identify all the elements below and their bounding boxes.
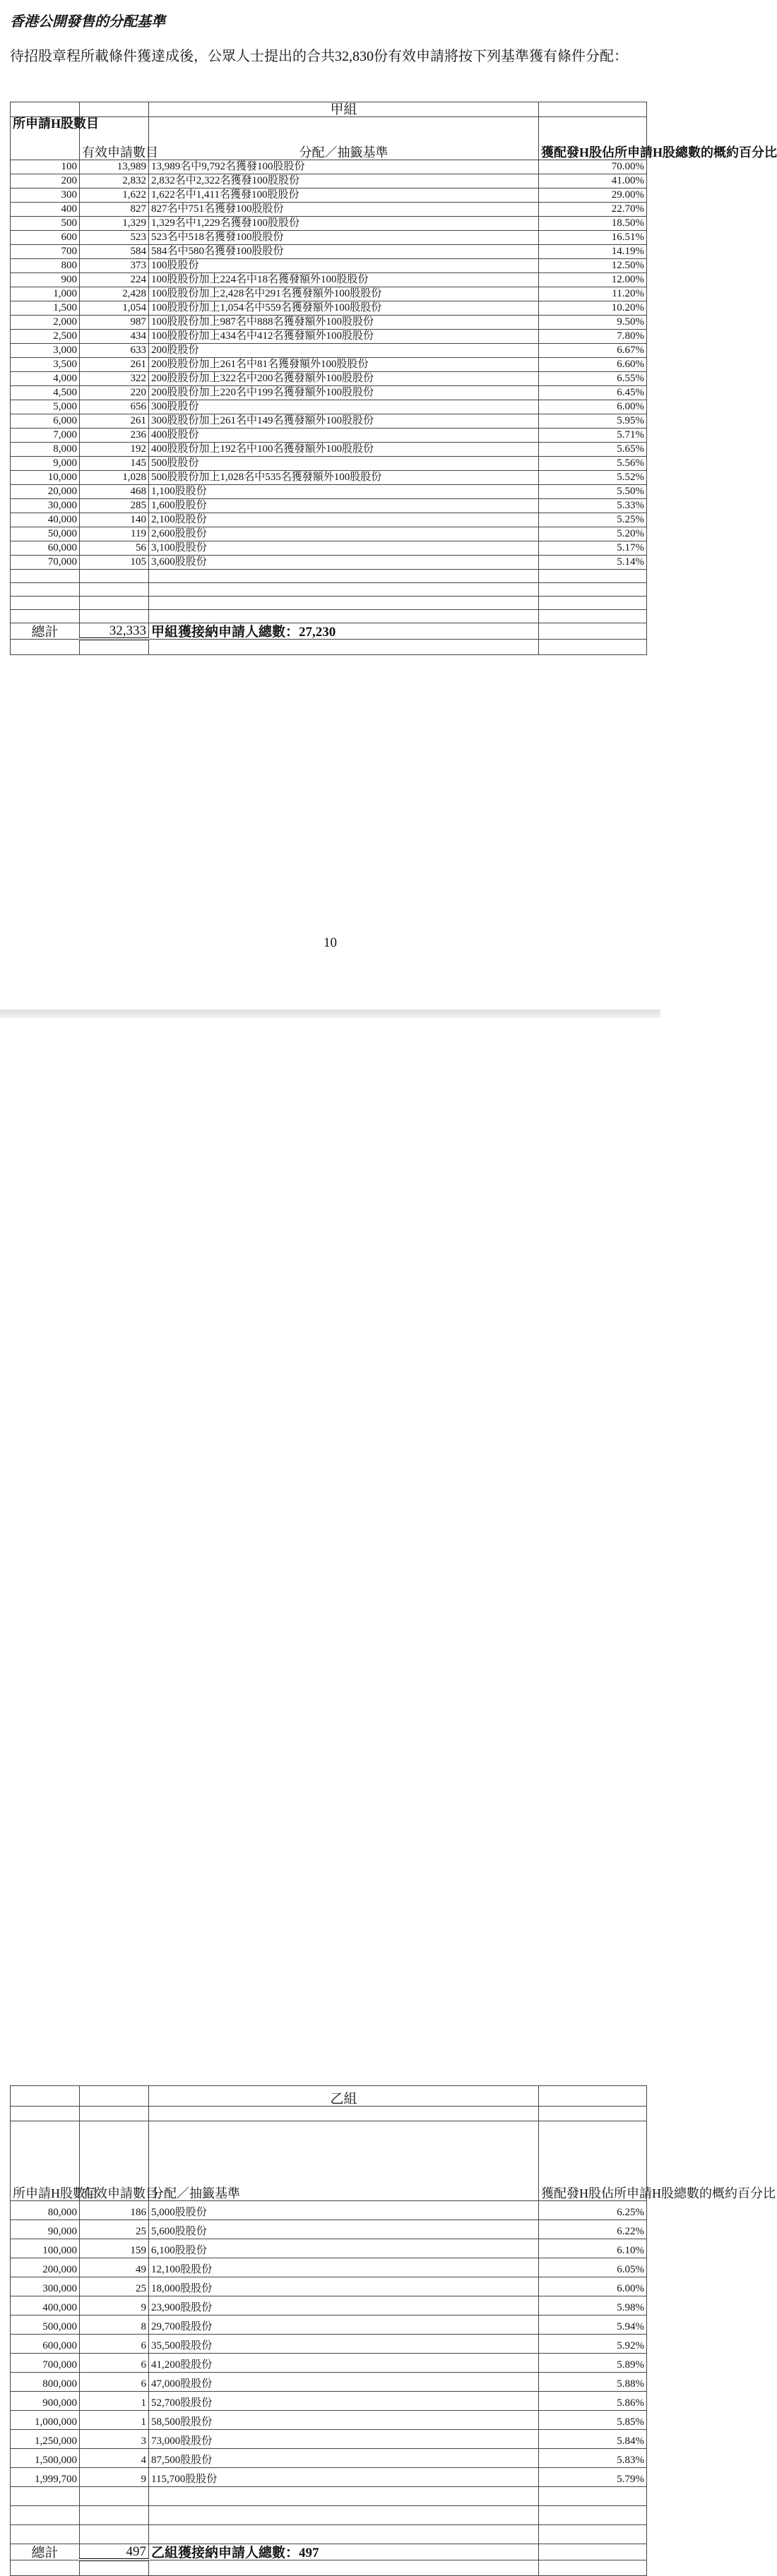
table-row [11,273,647,287]
allocation-percent-cell: 5.71% [539,429,647,443]
shares-applied-cell: 3,500 [11,358,80,372]
shares-applied-cell: 500 [11,217,80,231]
allocation-basis-cell: 73,000股股份 [149,2430,539,2449]
allocation-percent-cell: 5.83% [539,2449,647,2468]
table-row [11,2239,647,2258]
allocation-percent-cell: 5.25% [539,513,647,527]
group-b-title-row [11,2086,647,2107]
valid-applications-cell: 6 [80,2335,149,2354]
total-applications: 32,333 [80,623,149,640]
allocation-basis-cell: 1,600股股份 [149,499,539,513]
table-row [11,2411,647,2430]
shares-applied-cell: 50,000 [11,527,80,541]
total-row [11,2544,647,2560]
allocation-percent-cell: 5.84% [539,2430,647,2449]
allocation-basis-cell: 100股股份加上224名中18名獲發額外100股股份 [149,273,539,287]
shares-applied-cell: 5,000 [11,400,80,414]
empty-row [11,597,647,610]
empty-row [11,2506,647,2525]
allocation-percent-cell: 6.60% [539,358,647,372]
valid-applications-cell: 4 [80,2449,149,2468]
valid-applications-cell: 1,329 [80,217,149,231]
shares-applied-cell: 10,000 [11,471,80,485]
table-row [11,2468,647,2487]
valid-applications-cell: 434 [80,330,149,344]
allocation-basis-cell: 1,329名中1,229名獲發100股股份 [149,217,539,231]
shares-applied-cell: 700 [11,245,80,259]
header-allocation-percent: 獲配發H股佔所申請H股總數的概約百分比 [539,117,647,160]
valid-applications-cell: 56 [80,541,149,556]
header-allocation-basis: 分配／抽籤基準 [149,2121,539,2201]
total-applications: 497 [80,2544,149,2560]
allocation-percent-cell: 12.50% [539,259,647,273]
empty-row [11,2525,647,2544]
header-shares-applied: 所申請H股數目 [11,117,80,160]
valid-applications-cell: 159 [80,2239,149,2258]
allocation-basis-cell: 584名中580名獲發100股股份 [149,245,539,259]
allocation-basis-cell: 35,500股股份 [149,2335,539,2354]
table-row [11,174,647,188]
total-row [11,623,647,640]
valid-applications-cell: 9 [80,2468,149,2487]
shares-applied-cell: 1,000 [11,287,80,301]
shares-applied-cell: 600 [11,231,80,245]
table-row [11,188,647,203]
allocation-percent-cell: 5.92% [539,2335,647,2354]
valid-applications-cell: 1,054 [80,301,149,316]
total-underline-row [11,639,647,655]
allocation-basis-cell: 400股股份 [149,429,539,443]
allocation-basis-cell: 100股股份 [149,259,539,273]
allocation-percent-cell: 10.20% [539,301,647,316]
shares-applied-cell: 600,000 [11,2335,80,2354]
shares-applied-cell: 3,000 [11,344,80,358]
group-a-title-row [11,102,647,117]
allocation-percent-cell: 5.50% [539,485,647,499]
allocation-basis-cell: 115,700股股份 [149,2468,539,2487]
valid-applications-cell: 6 [80,2373,149,2392]
allocation-percent-cell: 5.85% [539,2411,647,2430]
allocation-basis-cell: 500股股份加上1,028名中535名獲發額外100股股份 [149,471,539,485]
shares-applied-cell: 40,000 [11,513,80,527]
shares-applied-cell: 2,500 [11,330,80,344]
shares-applied-cell: 6,000 [11,414,80,429]
shares-applied-cell: 7,000 [11,429,80,443]
empty-row [11,610,647,623]
shares-applied-cell: 70,000 [11,556,80,570]
shares-applied-cell: 8,000 [11,443,80,457]
valid-applications-cell: 49 [80,2258,149,2277]
allocation-percent-cell: 5.14% [539,556,647,570]
table-row [11,301,647,316]
allocation-percent-cell: 5.56% [539,457,647,471]
page-number: 10 [324,935,337,950]
table-row [11,471,647,485]
group-b-allocation-table [10,2085,776,2576]
page-heading: 香港公開發售的分配基準 [10,14,165,30]
allocation-basis-cell: 87,500股股份 [149,2449,539,2468]
valid-applications-cell: 192 [80,443,149,457]
allocation-basis-cell: 200股股份加上220名中199名獲發額外100股股份 [149,386,539,400]
valid-applications-cell: 236 [80,429,149,443]
valid-applications-cell: 3 [80,2430,149,2449]
allocation-basis-cell: 52,700股股份 [149,2392,539,2411]
allocation-percent-cell: 6.05% [539,2258,647,2277]
shares-applied-cell: 1,500,000 [11,2449,80,2468]
allocation-basis-cell: 3,100股股份 [149,541,539,556]
shares-applied-cell: 800 [11,259,80,273]
valid-applications-cell: 1,622 [80,188,149,203]
allocation-basis-cell: 200股股份 [149,344,539,358]
table-row [11,556,647,570]
allocation-percent-cell: 22.70% [539,203,647,217]
table-row [11,2392,647,2411]
table-row [11,259,647,273]
shares-applied-cell: 200 [11,174,80,188]
shares-applied-cell: 900 [11,273,80,287]
allocation-percent-cell: 5.17% [539,541,647,556]
allocation-percent-cell: 5.98% [539,2296,647,2316]
shares-applied-cell: 300 [11,188,80,203]
valid-applications-cell: 220 [80,386,149,400]
allocation-percent-cell: 14.19% [539,245,647,259]
allocation-percent-cell: 70.00% [539,160,647,174]
table-row [11,541,647,556]
group-b-title: 乙組 [149,2086,539,2107]
allocation-basis-cell: 200股股份加上261名中81名獲發額外100股股份 [149,358,539,372]
table-row [11,414,647,429]
group-a-header-row [11,117,647,160]
document-page-2 [0,1018,776,2560]
valid-applications-cell: 8 [80,2316,149,2335]
valid-applications-cell: 656 [80,400,149,414]
allocation-basis-cell: 18,000股股份 [149,2277,539,2296]
valid-applications-cell: 9 [80,2296,149,2316]
table-row [11,2201,647,2220]
shares-applied-cell: 80,000 [11,2201,80,2220]
allocation-basis-cell: 100股股份加上2,428名中291名獲發額外100股股份 [149,287,539,301]
empty-row [11,583,647,597]
empty-row [11,570,647,583]
header-allocation-basis: 分配／抽籤基準 [149,117,539,160]
table-row [11,2258,647,2277]
allocation-percent-cell: 29.00% [539,188,647,203]
shares-applied-cell: 400,000 [11,2296,80,2316]
shares-applied-cell: 800,000 [11,2373,80,2392]
valid-applications-cell: 261 [80,414,149,429]
table-row [11,160,647,174]
header-allocation-percent: 獲配發H股佔所申請H股總數的概約百分比 [539,2121,647,2201]
total-successful-applicants: 甲組獲接納申請人總數：27,230 [149,623,539,640]
valid-applications-cell: 633 [80,344,149,358]
shares-applied-cell: 2,000 [11,316,80,330]
header-valid-applications: 有效申請數目 [80,2121,149,2201]
valid-applications-cell: 6 [80,2354,149,2373]
shares-applied-cell: 100,000 [11,2239,80,2258]
total-successful-applicants: 乙組獲接納申請人總數：497 [149,2544,539,2560]
allocation-percent-cell: 5.65% [539,443,647,457]
table-row [11,2316,647,2335]
valid-applications-cell: 105 [80,556,149,570]
allocation-basis-cell: 100股股份加上987名中888名獲發額外100股股份 [149,316,539,330]
allocation-percent-cell: 5.94% [539,2316,647,2335]
allocation-basis-cell: 2,600股股份 [149,527,539,541]
shares-applied-cell: 500,000 [11,2316,80,2335]
shares-applied-cell: 60,000 [11,541,80,556]
shares-applied-cell: 4,000 [11,372,80,386]
table-row [11,2354,647,2373]
shares-applied-cell: 20,000 [11,485,80,499]
allocation-basis-cell: 6,100股股份 [149,2239,539,2258]
table-row [11,2296,647,2316]
group-a-title: 甲組 [149,102,539,117]
allocation-percent-cell: 11.20% [539,287,647,301]
allocation-percent-cell: 6.55% [539,372,647,386]
table-row [11,499,647,513]
valid-applications-cell: 322 [80,372,149,386]
group-b-spacer-row [11,2107,647,2121]
header-valid-applications: 有效申請數目 [80,117,149,160]
table-row [11,2335,647,2354]
allocation-basis-cell: 400股股份加上192名中100名獲發額外100股股份 [149,443,539,457]
allocation-percent-cell: 5.52% [539,471,647,485]
allocation-percent-cell: 18.50% [539,217,647,231]
valid-applications-cell: 827 [80,203,149,217]
group-a-allocation-table [10,102,777,655]
table-row [11,443,647,457]
allocation-percent-cell: 5.33% [539,499,647,513]
shares-applied-cell: 400 [11,203,80,217]
table-row [11,358,647,372]
table-row [11,330,647,344]
document-page-1 [0,0,777,1010]
shares-applied-cell: 200,000 [11,2258,80,2277]
valid-applications-cell: 25 [80,2277,149,2296]
allocation-basis-cell: 23,900股股份 [149,2296,539,2316]
valid-applications-cell: 285 [80,499,149,513]
allocation-basis-cell: 5,000股股份 [149,2201,539,2220]
shares-applied-cell: 700,000 [11,2354,80,2373]
allocation-basis-cell: 300股股份加上261名中149名獲發額外100股股份 [149,414,539,429]
allocation-percent-cell: 5.20% [539,527,647,541]
allocation-basis-cell: 1,100股股份 [149,485,539,499]
table-row [11,2277,647,2296]
allocation-basis-cell: 2,832名中2,322名獲發100股股份 [149,174,539,188]
allocation-basis-cell: 12,100股股份 [149,2258,539,2277]
shares-applied-cell: 1,000,000 [11,2411,80,2430]
allocation-basis-cell: 200股股份加上322名中200名獲發額外100股股份 [149,372,539,386]
allocation-percent-cell: 5.95% [539,414,647,429]
shares-applied-cell: 300,000 [11,2277,80,2296]
allocation-percent-cell: 12.00% [539,273,647,287]
allocation-basis-cell: 1,622名中1,411名獲發100股股份 [149,188,539,203]
allocation-basis-cell: 2,100股股份 [149,513,539,527]
allocation-basis-cell: 58,500股股份 [149,2411,539,2430]
allocation-basis-cell: 827名中751名獲發100股股份 [149,203,539,217]
table-row [11,2430,647,2449]
allocation-percent-cell: 5.86% [539,2392,647,2411]
page-separator [0,1010,660,1018]
valid-applications-cell: 119 [80,527,149,541]
valid-applications-cell: 140 [80,513,149,527]
allocation-percent-cell: 6.10% [539,2239,647,2258]
allocation-basis-cell: 47,000股股份 [149,2373,539,2392]
allocation-basis-cell: 100股股份加上1,054名中559名獲發額外100股股份 [149,301,539,316]
allocation-percent-cell: 6.45% [539,386,647,400]
valid-applications-cell: 261 [80,358,149,372]
allocation-basis-cell: 41,200股股份 [149,2354,539,2373]
group-b-header-row [11,2121,647,2201]
shares-applied-cell: 1,250,000 [11,2430,80,2449]
table-row [11,245,647,259]
allocation-percent-cell: 6.67% [539,344,647,358]
total-underline-row [11,2560,647,2576]
valid-applications-cell: 584 [80,245,149,259]
allocation-percent-cell: 6.00% [539,2277,647,2296]
allocation-percent-cell: 6.22% [539,2220,647,2239]
allocation-basis-cell: 300股股份 [149,400,539,414]
allocation-percent-cell: 9.50% [539,316,647,330]
table-row [11,386,647,400]
table-row [11,2373,647,2392]
allocation-basis-cell: 29,700股股份 [149,2316,539,2335]
valid-applications-cell: 523 [80,231,149,245]
table-row [11,527,647,541]
valid-applications-cell: 25 [80,2220,149,2239]
shares-applied-cell: 30,000 [11,499,80,513]
valid-applications-cell: 145 [80,457,149,471]
allocation-basis-cell: 5,600股股份 [149,2220,539,2239]
allocation-percent-cell: 16.51% [539,231,647,245]
shares-applied-cell: 900,000 [11,2392,80,2411]
valid-applications-cell: 1 [80,2392,149,2411]
table-row [11,231,647,245]
table-row [11,203,647,217]
allocation-percent-cell: 6.25% [539,2201,647,2220]
total-label: 總計 [11,2544,80,2560]
shares-applied-cell: 90,000 [11,2220,80,2239]
allocation-percent-cell: 7.80% [539,330,647,344]
empty-row [11,2487,647,2506]
shares-applied-cell: 100 [11,160,80,174]
allocation-percent-cell: 6.00% [539,400,647,414]
table-row [11,372,647,386]
valid-applications-cell: 987 [80,316,149,330]
table-row [11,457,647,471]
shares-applied-cell: 1,500 [11,301,80,316]
allocation-percent-cell: 5.79% [539,2468,647,2487]
table-row [11,2220,647,2239]
valid-applications-cell: 186 [80,2201,149,2220]
shares-applied-cell: 1,999,700 [11,2468,80,2487]
header-shares-applied: 所申請H股數目 [11,2121,80,2201]
allocation-basis-cell: 500股股份 [149,457,539,471]
allocation-percent-cell: 5.89% [539,2354,647,2373]
valid-applications-cell: 1 [80,2411,149,2430]
table-row [11,429,647,443]
table-row [11,217,647,231]
valid-applications-cell: 468 [80,485,149,499]
intro-paragraph: 待招股章程所載條件獲達成後，公眾人士提出的合共32,830份有效申請將按下列基準獲有條件分配： [10,49,628,64]
allocation-percent-cell: 41.00% [539,174,647,188]
allocation-basis-cell: 100股股份加上434名中412名獲發額外100股股份 [149,330,539,344]
allocation-basis-cell: 3,600股股份 [149,556,539,570]
table-row [11,287,647,301]
valid-applications-cell: 1,028 [80,471,149,485]
table-row [11,485,647,499]
valid-applications-cell: 2,428 [80,287,149,301]
table-row [11,400,647,414]
allocation-percent-cell: 5.88% [539,2373,647,2392]
valid-applications-cell: 2,832 [80,174,149,188]
table-row [11,2449,647,2468]
allocation-basis-cell: 523名中518名獲發100股股份 [149,231,539,245]
shares-applied-cell: 4,500 [11,386,80,400]
allocation-basis-cell: 13,989名中9,792名獲發100股股份 [149,160,539,174]
valid-applications-cell: 373 [80,259,149,273]
table-row [11,513,647,527]
shares-applied-cell: 9,000 [11,457,80,471]
valid-applications-cell: 224 [80,273,149,287]
valid-applications-cell: 13,989 [80,160,149,174]
table-row [11,316,647,330]
total-label: 總計 [11,623,80,640]
table-row [11,344,647,358]
